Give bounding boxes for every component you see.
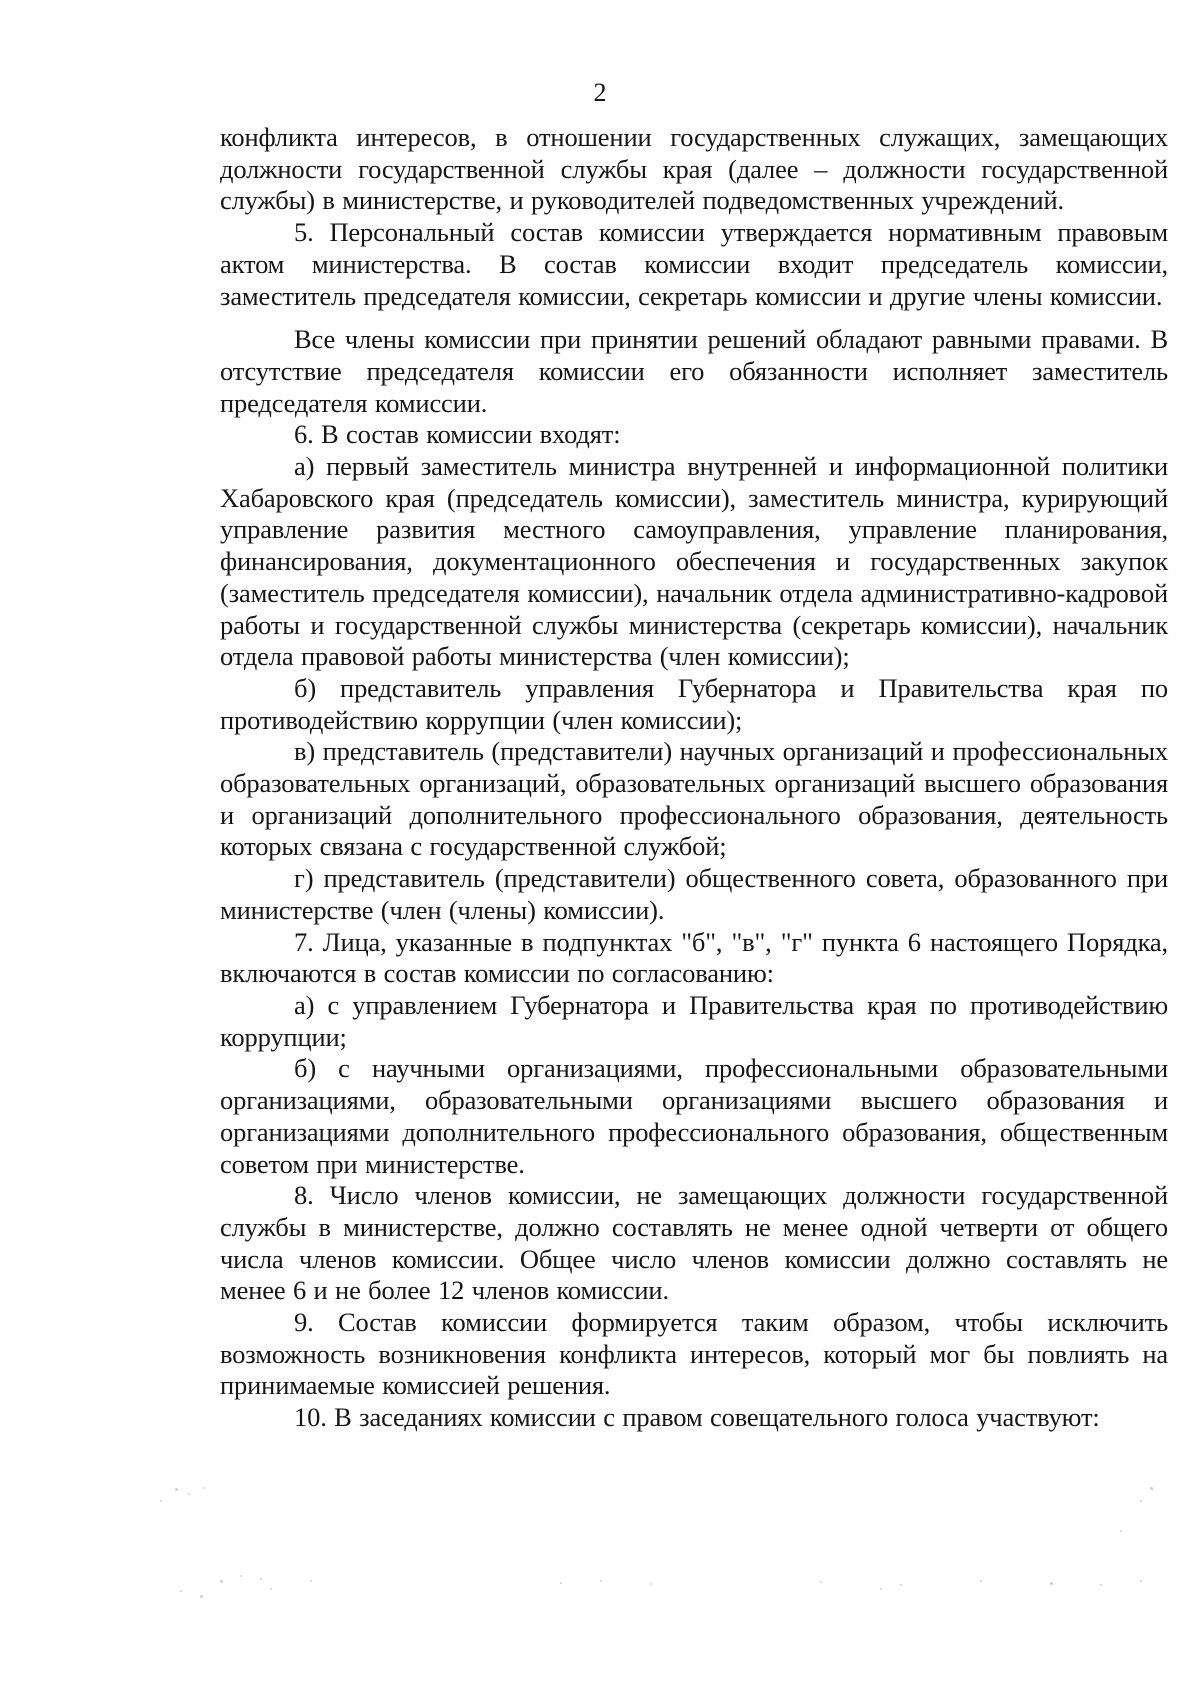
scan-speck (900, 1584, 902, 1586)
paragraph-item-7b: б) с научными организациями, профессиональными образовательными организациями, образовательными организациями высшего образования и организациями дополнительного профессионального образования, общественным советом при министерстве. (220, 1053, 1168, 1179)
paragraph-item-6v: в) представитель (представители) научных организаций и профессиональных образовательных организаций, образовательных организаций высшего образования и организаций дополнительного профессионального образования, деятельность которых связана с государственной службой; (220, 736, 1168, 862)
paragraph-item-6: 6. В состав комиссии входят: (294, 419, 621, 450)
scan-speck (880, 1588, 882, 1590)
scan-speck (270, 1588, 272, 1590)
page-number: 2 (593, 78, 607, 107)
scan-speck (1120, 1530, 1122, 1532)
paragraph-item-6b: б) представитель управления Губернатора и Правительства края по противодействию коррупции (член комиссии); (220, 672, 1168, 735)
scan-speck (200, 1595, 203, 1598)
scan-speck (820, 1581, 822, 1583)
paragraph-item-6a: а) первый заместитель министра внутренней и информационной политики Хабаровского края (председатель комиссии), заместитель министра, курирующий управление развития местного самоуправления, управление планирования, финансирования, документационного обеспечения и государственных закупок (заместитель председателя комиссии), начальник отдела административно-кадровой работы и государственной службы министерства (секретарь комиссии), начальник отдела правовой работы министерства (член комиссии); (220, 451, 1168, 672)
scan-speck (240, 1575, 242, 1577)
scan-speck (600, 1580, 602, 1582)
scan-speck (1140, 1580, 1142, 1582)
paragraph-item-7: 7. Лица, указанные в подпунктах "б", "в", "г" пункта 6 настоящего Порядка, включаются в состав комиссии по согласованию: (220, 926, 1168, 989)
scan-speck (1150, 1487, 1153, 1490)
scan-speck (1140, 1500, 1142, 1502)
scan-speck (203, 1487, 205, 1489)
paragraph-item-6g: г) представитель (представители) общественного совета, образованного при министерстве (член (члены) комиссии). (220, 863, 1168, 925)
scan-speck (175, 1488, 178, 1491)
paragraph-item-9: 9. Состав комиссии формируется таким образом, чтобы исключить возможность возникновения конфликта интересов, который мог бы повлиять на принимаемые комиссией решения. (220, 1307, 1168, 1401)
scan-speck (1050, 1582, 1053, 1585)
scan-speck (220, 1580, 223, 1583)
scan-speck (180, 1590, 182, 1592)
scan-speck (260, 1578, 262, 1580)
scan-speck (160, 1500, 162, 1502)
scan-speck (980, 1580, 982, 1582)
paragraph-item-5: 5. Персональный состав комиссии утверждается нормативным правовым актом министерства. В состав комиссии входит председатель комиссии, заместитель председателя комиссии, секретарь комиссии и другие члены комиссии. (220, 217, 1168, 311)
paragraph-item-7a: а) с управлением Губернатора и Правительства края по противодействию коррупции; (220, 989, 1168, 1052)
scan-speck (1100, 1584, 1102, 1586)
paragraph-equal-rights: Все члены комиссии при принятии решений обладают равными правами. В отсутствие председателя комиссии его обязанности исполняет заместитель председателя комиссии. (220, 324, 1168, 418)
paragraph-item-10: 10. В заседаниях комиссии с правом совещательного голоса участвуют: (294, 1402, 1100, 1433)
paragraph-continuation: конфликта интересов, в отношении государственных служащих, замещающих должности государственной службы края (далее – должности государственной службы) в министерстве, и руководителей подведомственных учреждений. (220, 122, 1168, 216)
paragraph-item-8: 8. Число членов комиссии, не замещающих должности государственной службы в министерстве, должно составлять не менее одной четверти от общего числа членов комиссии. Общее число членов комиссии должно составлять не менее 6 и не более 12 членов комиссии. (220, 1180, 1168, 1306)
scan-speck (188, 1493, 190, 1495)
document-body (220, 122, 1168, 1434)
scan-speck (650, 1583, 652, 1585)
scan-speck (310, 1580, 312, 1582)
scan-speck (560, 1582, 562, 1584)
